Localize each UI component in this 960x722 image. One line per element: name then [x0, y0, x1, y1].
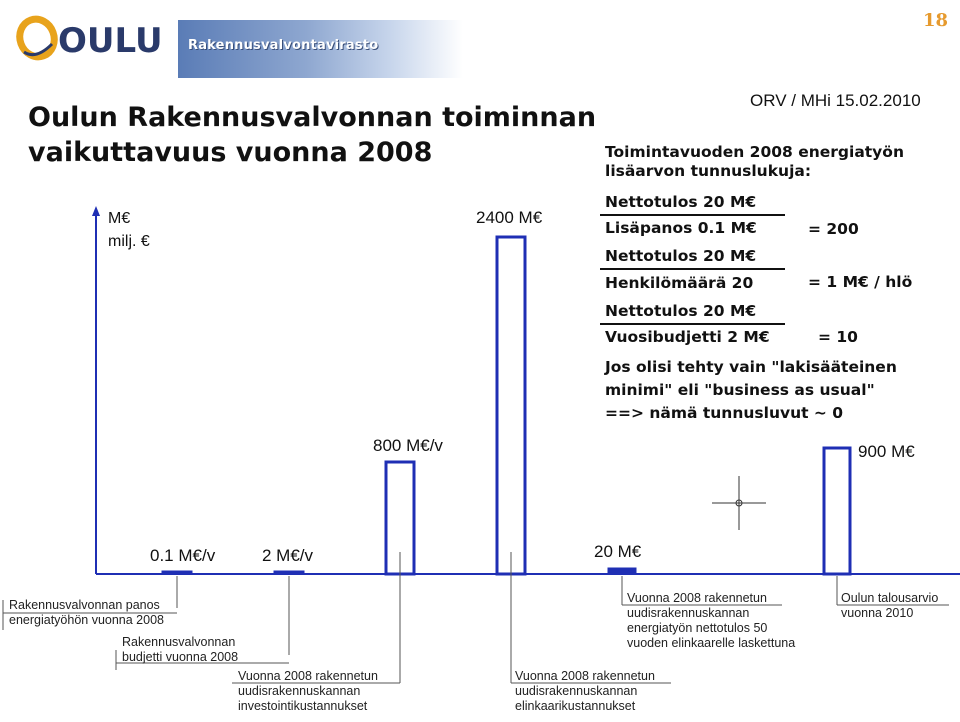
- ratio-1-denominator: Lisäpanos 0.1 M€: [605, 219, 757, 237]
- bar-note-5-3: energiatyön nettotulos 50: [627, 621, 768, 635]
- y-axis-label-desc: milj. €: [108, 233, 150, 250]
- bar-note-3-2: uudisrakennuskannan: [238, 684, 361, 698]
- logo-text: OULU: [58, 21, 163, 61]
- bar-note-4-2: uudisrakennuskannan: [515, 684, 638, 698]
- y-axis-label-unit: M€: [108, 210, 131, 227]
- bar-note-5-4: vuoden elinkaarelle laskettuna: [627, 636, 796, 650]
- ratio-3-result: = 10: [818, 328, 858, 346]
- author-date: ORV / MHi 15.02.2010: [750, 91, 921, 110]
- bar-note-1-2: energiatyöhön vuonna 2008: [9, 613, 164, 627]
- bar-note-5-2: uudisrakennuskannan: [627, 606, 750, 620]
- kpi-footer-1: Jos olisi tehty vain "lakisääteinen: [605, 358, 897, 376]
- bar-label-2: 2 M€/v: [262, 546, 314, 565]
- ratio-2-result: = 1 M€ / hlö: [808, 273, 913, 291]
- kpi-heading-1: Toimintavuoden 2008 energiatyön: [605, 143, 904, 161]
- crosshair-icon: [712, 476, 766, 530]
- bar-2: [274, 571, 304, 574]
- bar-note-1-1: Rakennusvalvonnan panos: [9, 598, 160, 612]
- title-line-2: vaikuttavuus vuonna 2008: [28, 137, 433, 168]
- bar-label-4: 2400 M€: [476, 208, 543, 227]
- kpi-footer-3: ==> nämä tunnusluvut ~ 0: [605, 404, 844, 422]
- bar-1: [162, 571, 192, 574]
- bar-label-3: 800 M€/v: [373, 436, 443, 455]
- page-number: 18: [922, 10, 948, 31]
- bar-5: [608, 568, 636, 574]
- bar-note-6-2: vuonna 2010: [841, 606, 914, 620]
- bar-note-4-3: elinkaarikustannukset: [515, 699, 636, 713]
- bar-note-3-3: investointikustannukset: [238, 699, 368, 713]
- bar-note-5-1: Vuonna 2008 rakennetun: [627, 591, 767, 605]
- bar-note-2-1: Rakennusvalvonnan: [122, 635, 236, 649]
- ratio-2-denominator: Henkilömäärä 20: [605, 274, 754, 292]
- ratio-3-denominator: Vuosibudjetti 2 M€: [605, 328, 770, 346]
- kpi-heading-2: lisäarvon tunnuslukuja:: [605, 162, 812, 180]
- bar-label-6: 900 M€: [858, 442, 915, 461]
- bar-6: [824, 448, 850, 574]
- kpi-footer-2: minimi" eli "business as usual": [605, 381, 875, 399]
- bar-label-1: 0.1 M€/v: [150, 546, 216, 565]
- bar-4: [497, 237, 525, 574]
- bar-group: [3, 208, 949, 713]
- ratio-2-numerator: Nettotulos 20 M€: [605, 247, 757, 265]
- ratio-3-numerator: Nettotulos 20 M€: [605, 302, 757, 320]
- bar-note-2-2: budjetti vuonna 2008: [122, 650, 239, 664]
- banner-text: Rakennusvalvontavirasto: [188, 38, 379, 53]
- ratio-1-result: = 200: [808, 220, 859, 238]
- bar-label-5: 20 M€: [594, 542, 642, 561]
- ratio-1-numerator: Nettotulos 20 M€: [605, 193, 757, 211]
- y-axis-arrow-icon: [92, 206, 100, 216]
- title-line-1: Oulun Rakennusvalvonnan toiminnan: [28, 102, 597, 133]
- bar-note-6-1: Oulun talousarvio: [841, 591, 939, 605]
- bar-note-4-1: Vuonna 2008 rakennetun: [515, 669, 655, 683]
- bar-note-3-1: Vuonna 2008 rakennetun: [238, 669, 378, 683]
